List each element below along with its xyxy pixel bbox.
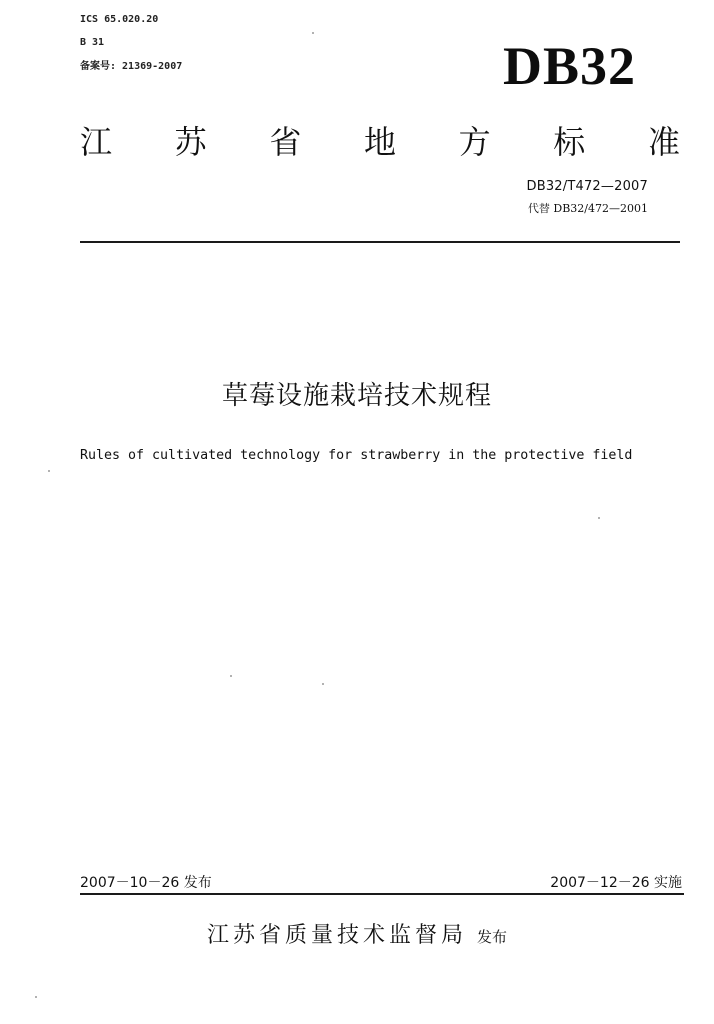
standard-type-char: 标 [553, 123, 586, 161]
scan-speck [230, 675, 232, 677]
replaces-standard: 代替 DB32/472—2001 [527, 202, 648, 215]
standard-type-char: 方 [458, 123, 491, 161]
standard-type-char: 准 [647, 123, 680, 161]
scan-speck [312, 32, 314, 34]
scan-speck [598, 517, 600, 519]
issue-date: 2007－10－26 发布 [80, 875, 212, 891]
standard-brand-logo: DB32 [502, 36, 636, 96]
standard-type-char: 苏 [174, 123, 207, 161]
issuer-suffix: 发布 [477, 928, 508, 946]
implementation-date: 2007－12－26 实施 [550, 875, 682, 891]
scan-speck [35, 996, 37, 998]
standard-type-heading [80, 120, 680, 164]
standard-type-char: 省 [269, 123, 302, 161]
standard-type-char: 地 [363, 123, 396, 161]
header-divider [80, 241, 680, 243]
issuer-line [0, 918, 714, 949]
scan-speck [322, 683, 324, 685]
ics-code: ICS 65.020.20 [80, 14, 159, 25]
scan-speck [48, 470, 50, 472]
issuer-name: 江苏省质量技术监督局 [206, 923, 467, 948]
document-title-chinese: 草莓设施栽培技术规程 [221, 381, 492, 411]
classification-code: B 31 [80, 37, 105, 48]
standard-number: DB32/T472—2007 [526, 179, 648, 194]
footer-divider [80, 893, 684, 895]
standard-type-char: 江 [80, 123, 113, 161]
filing-number: 备案号: 21369-2007 [80, 61, 183, 72]
document-title-english: Rules of cultivated technology for strawberry in the protective field [80, 448, 633, 463]
